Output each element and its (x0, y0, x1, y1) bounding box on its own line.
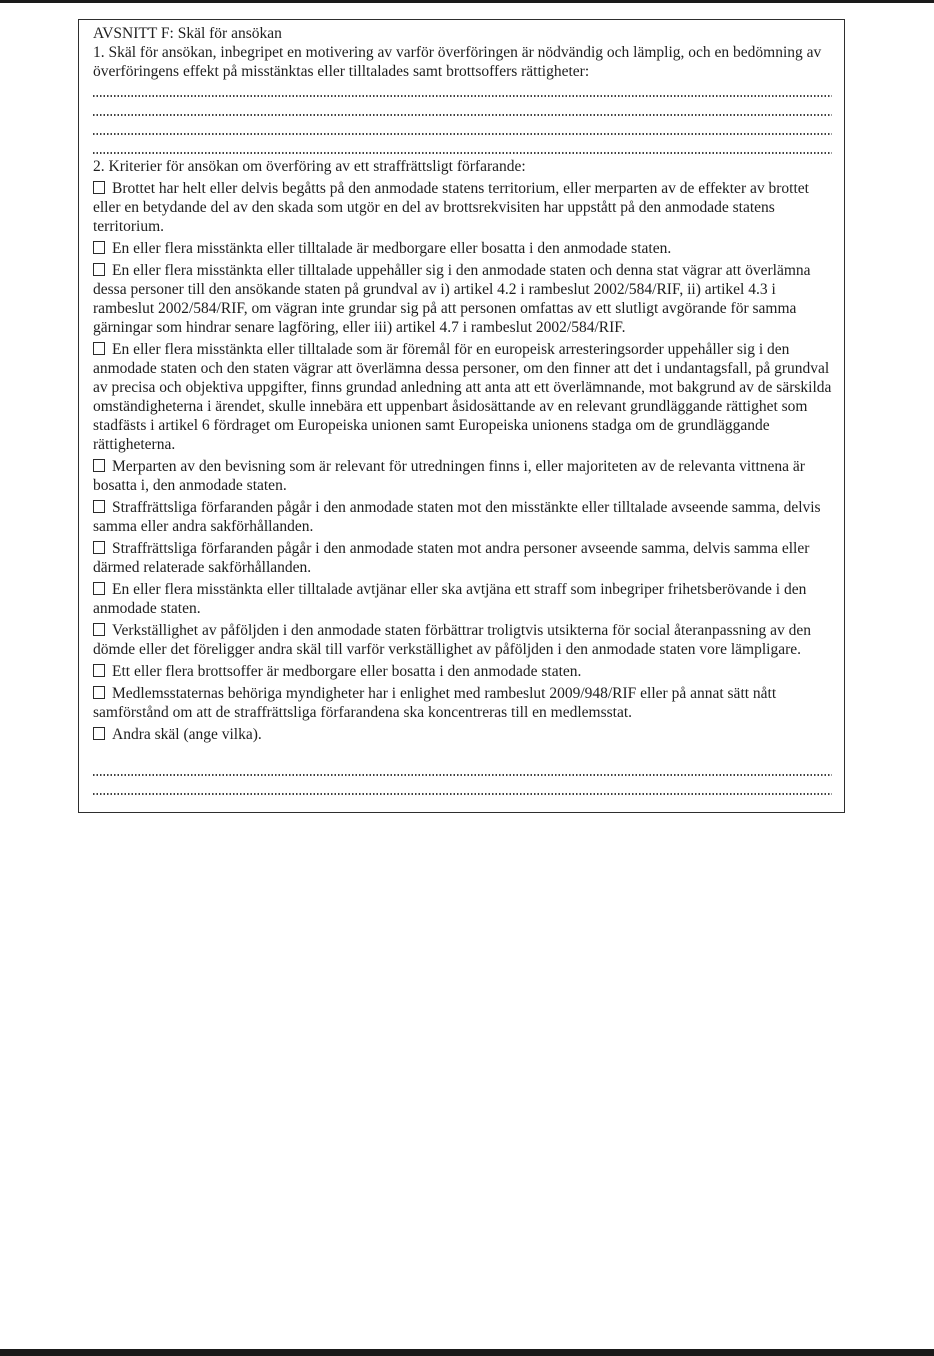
criterion-checkbox[interactable] (93, 181, 105, 194)
criterion-label: En eller flera misstänkta eller tilltalade avtjänar eller ska avtjäna ett straff som inbegriper frihetsberövande i den anmodade staten. (93, 581, 807, 617)
criterion-label: Brottet har helt eller delvis begåtts på den anmodade statens territorium, eller merparten av de effekter av brottet eller en betydande del av den skada som utgör en del av brottsrekvisiten har uppstått på den anmodade statens territorium. (93, 180, 809, 235)
criterion-label: En eller flera misstänkta eller tilltalade är medborgare eller bosatta i den anmodade staten. (112, 240, 672, 257)
dotted-fill-line (93, 81, 834, 100)
criterion-checkbox[interactable] (93, 727, 105, 740)
criteria-list (93, 179, 834, 744)
dotted-fill-line (93, 138, 834, 157)
dotted-fill-line (93, 100, 834, 119)
dotted-fill-line (93, 779, 834, 798)
dotted-fill-line (93, 119, 834, 138)
criterion-checkbox[interactable] (93, 686, 105, 699)
question-1-text: 1. Skäl för ansökan, inbegripet en motivering av varför överföringen är nödvändig och lämplig, och en bedömning av överföringens effekt på misstänktas eller tilltalades samt brottsoffers rättigheter: (93, 44, 822, 80)
criterion-item (93, 340, 834, 454)
criterion-label: Ett eller flera brottsoffer är medborgare eller bosatta i den anmodade staten. (112, 663, 582, 680)
criterion-label: Verkställighet av påföljden i den anmodade staten förbättrar troligtvis utsikterna för social återanpassning av den dömde eller det föreligger andra skäl till varför verkställighet av påföljden i den anmodade staten vore lämpligare. (93, 622, 811, 658)
criterion-item (93, 662, 834, 681)
criterion-checkbox[interactable] (93, 664, 105, 677)
section-f-form (78, 19, 845, 813)
other-reasons-answer-area (93, 760, 834, 798)
criterion-label: Andra skäl (ange vilka). (112, 726, 262, 743)
page-boundary-bottom (0, 1349, 934, 1356)
criterion-checkbox[interactable] (93, 623, 105, 636)
question-1-answer-area (93, 81, 834, 157)
dotted-fill-line (93, 760, 834, 779)
criterion-label: Merparten av den bevisning som är relevant för utredningen finns i, eller majoriteten av de relevanta vittnena är bosatta i, den anmodade staten. (93, 458, 805, 494)
criterion-item (93, 498, 834, 536)
criterion-checkbox[interactable] (93, 263, 105, 276)
criterion-label: Medlemsstaternas behöriga myndigheter har i enlighet med rambeslut 2009/948/RIF eller på annat sätt nått samförstånd om att de straffrättsliga förfarandena ska koncentreras till en medlemsstat. (93, 685, 777, 721)
criterion-item (93, 580, 834, 618)
page-boundary-top (0, 0, 934, 3)
criterion-item (93, 261, 834, 337)
criterion-label: Straffrättsliga förfaranden pågår i den anmodade staten mot den misstänkte eller tilltalade avseende samma, delvis samma eller andra sakförhållanden. (93, 499, 821, 535)
criterion-checkbox[interactable] (93, 582, 105, 595)
criterion-item (93, 725, 834, 744)
criterion-checkbox[interactable] (93, 459, 105, 472)
criterion-item (93, 684, 834, 722)
criterion-label: Straffrättsliga förfaranden pågår i den anmodade staten mot andra personer avseende samma, delvis samma eller därmed relaterade sakförhållanden. (93, 540, 810, 576)
question-2-text: 2. Kriterier för ansökan om överföring av ett straffrättsligt förfarande: (93, 158, 526, 175)
section-title: AVSNITT F: Skäl för ansökan (93, 25, 282, 42)
criterion-item (93, 457, 834, 495)
criterion-item (93, 239, 834, 258)
criterion-checkbox[interactable] (93, 342, 105, 355)
criterion-checkbox[interactable] (93, 541, 105, 554)
criterion-checkbox[interactable] (93, 241, 105, 254)
criterion-item (93, 539, 834, 577)
criterion-label: En eller flera misstänkta eller tilltalade uppehåller sig i den anmodade staten och denna stat vägrar att överlämna dessa personer till den ansökande staten på grundval av i) artikel 4.2 i rambeslut 2002/584/RIF, ii) artikel 4.3 i rambeslut 2002/584/RIF, om vägran inte grundar sig på att personen omfattas av ett slutligt avgörande för samma gärningar som hindrar senare lagföring, eller iii) artikel 4.7 i rambeslut 2002/584/RIF. (93, 262, 811, 336)
criterion-item (93, 621, 834, 659)
criterion-label: En eller flera misstänkta eller tilltalade som är föremål för en europeisk arresteringsorder uppehåller sig i den anmodade staten och den staten vägrar att överlämna dessa personer, om den finner att det i undantagsfall, på grundval av precisa och objektiva uppgifter, finns grundad anledning att anta att ett överlämnande, mot bakgrund av de särskilda omständigheterna i ärendet, skulle innebära ett uppenbart åsidosättande av en relevant grundläggande rättighet som stadfästs i artikel 6 fördraget om Europeiska unionen samt Europeiska unionens stadga om de grundläggande rättigheterna. (93, 341, 832, 453)
criterion-checkbox[interactable] (93, 500, 105, 513)
criterion-item (93, 179, 834, 236)
